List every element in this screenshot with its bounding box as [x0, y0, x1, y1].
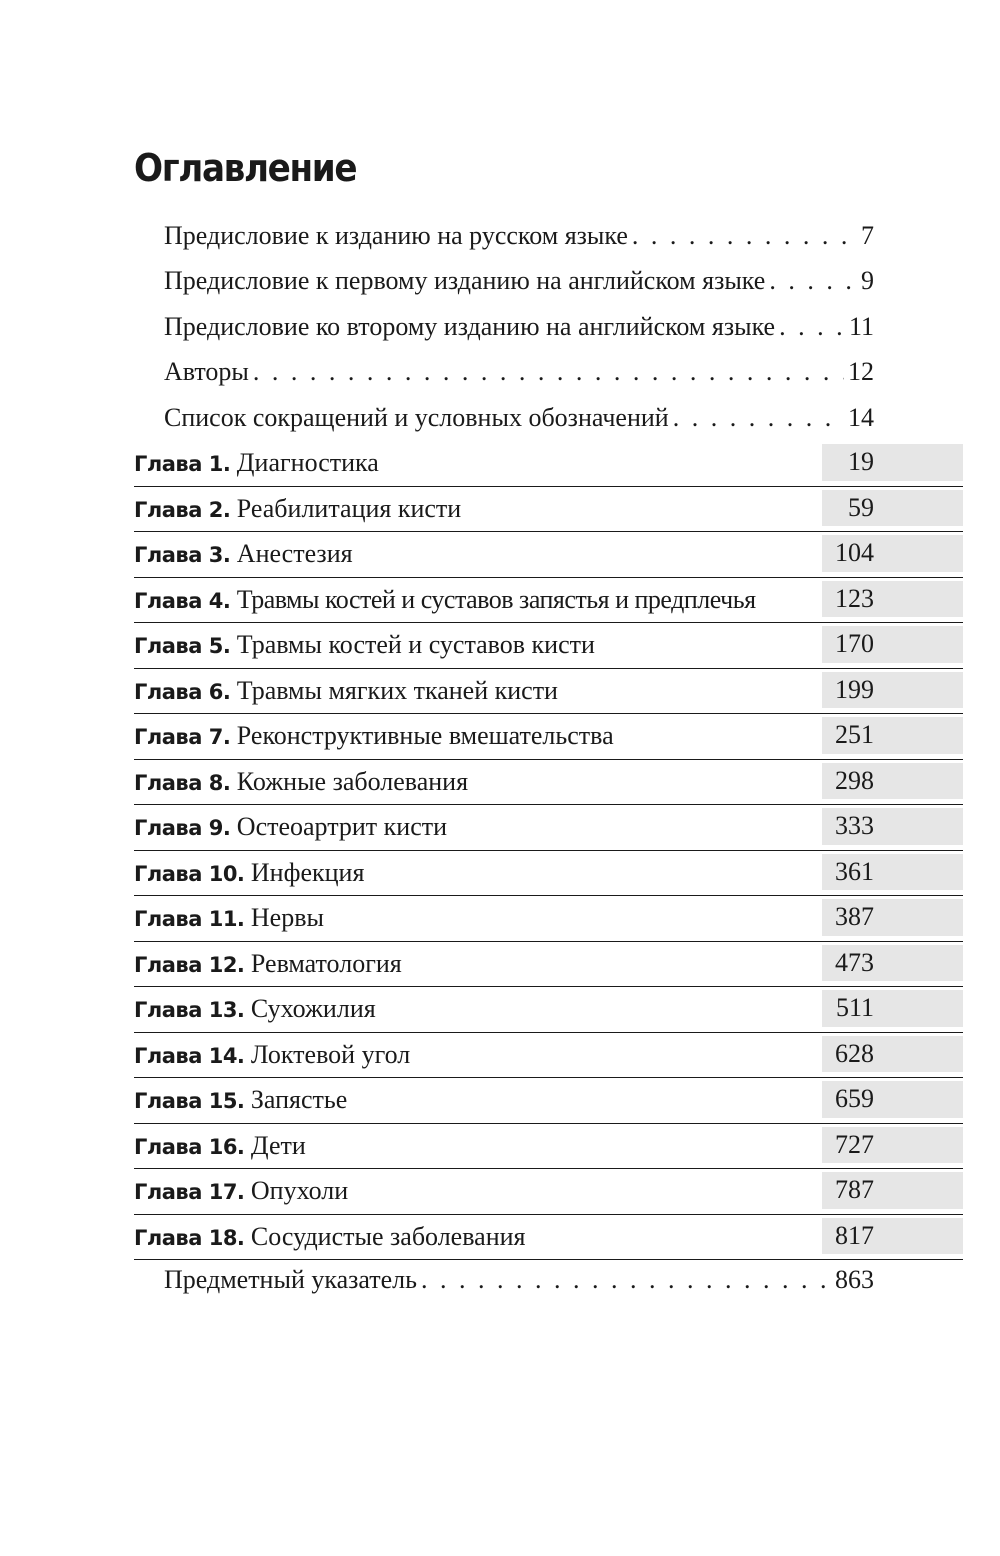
chapter-title: Диагностика	[236, 448, 379, 478]
chapter-title: Ревматология	[250, 948, 402, 978]
chapter-page: 199	[835, 674, 874, 704]
chapter-page-cell	[822, 626, 963, 663]
dot-leader	[421, 1265, 831, 1295]
chapter-page-cell	[822, 490, 963, 527]
page-title: Оглавление	[134, 146, 357, 190]
chapter-page: 333	[835, 811, 874, 841]
chapter-title: Нервы	[250, 903, 324, 933]
chapter-label: Глава 7.	[134, 725, 231, 750]
chapter-label: Глава 5.	[134, 634, 231, 659]
chapter-label: Глава 16.	[134, 1134, 245, 1159]
chapter-title: Сухожилия	[250, 994, 376, 1024]
chapter-page: 361	[835, 856, 874, 886]
chapter-title: Инфекция	[250, 857, 365, 887]
chapter-row-4[interactable]	[134, 578, 963, 624]
chapter-list	[134, 441, 963, 1260]
toc-entry-preface-second-english[interactable]	[164, 304, 874, 350]
chapter-label: Глава 1.	[134, 452, 231, 477]
chapter-title: Запястье	[250, 1085, 348, 1115]
chapter-page-cell	[822, 1172, 963, 1209]
chapter-title: Дети	[250, 1130, 306, 1160]
toc-entry-title: Предисловие ко второму изданию на английском языке	[164, 311, 776, 341]
chapter-row-13[interactable]	[134, 987, 963, 1033]
chapter-title: Травмы костей и суставов запястья и предплечья	[236, 584, 756, 614]
toc-entry-title: Список сокращений и условных обозначений	[164, 402, 669, 432]
chapter-title: Опухоли	[250, 1176, 349, 1206]
chapter-row-1[interactable]	[134, 441, 963, 487]
chapter-page: 817	[835, 1220, 874, 1250]
chapter-page: 659	[835, 1084, 874, 1114]
chapter-page-cell	[822, 535, 963, 572]
dot-leader	[632, 221, 857, 251]
toc-entry-page: 12	[848, 357, 874, 387]
dot-leader	[253, 357, 844, 387]
chapter-label: Глава 14.	[134, 1043, 245, 1068]
chapter-page: 727	[835, 1129, 874, 1159]
chapter-label: Глава 11.	[134, 907, 245, 932]
chapter-page: 251	[835, 720, 874, 750]
chapter-page: 19	[848, 447, 874, 477]
chapter-row-14[interactable]	[134, 1033, 963, 1079]
chapter-label: Глава 9.	[134, 816, 231, 841]
chapter-page-cell	[822, 763, 963, 800]
chapter-row-7[interactable]	[134, 714, 963, 760]
chapter-page: 170	[835, 629, 874, 659]
chapter-page-cell	[822, 854, 963, 891]
chapter-label: Глава 15.	[134, 1089, 245, 1114]
chapter-row-9[interactable]	[134, 805, 963, 851]
chapter-label: Глава 2.	[134, 497, 231, 522]
chapter-page-cell	[822, 899, 963, 936]
chapter-page-cell	[822, 1127, 963, 1164]
chapter-page-cell	[822, 672, 963, 709]
chapter-page: 387	[835, 902, 874, 932]
chapter-title: Кожные заболевания	[236, 766, 469, 796]
chapter-title: Сосудистые заболевания	[250, 1221, 526, 1251]
chapter-row-11[interactable]	[134, 896, 963, 942]
chapter-page-cell	[822, 990, 963, 1027]
chapter-page: 787	[835, 1175, 874, 1205]
chapter-title: Травмы мягких тканей кисти	[236, 675, 558, 705]
toc-entry-page: 11	[848, 311, 874, 341]
chapter-page: 123	[835, 583, 874, 613]
chapter-label: Глава 12.	[134, 952, 245, 977]
toc-entry-title: Предметный указатель	[164, 1264, 418, 1294]
toc-entry-authors[interactable]	[164, 350, 874, 396]
toc-entry-page: 7	[861, 220, 874, 250]
chapter-row-3[interactable]	[134, 532, 963, 578]
chapter-label: Глава 17.	[134, 1180, 245, 1205]
toc-entry-subject-index[interactable]	[164, 1257, 874, 1303]
chapter-title: Локтевой угол	[250, 1039, 411, 1069]
chapter-title: Остеоартрит кисти	[236, 812, 448, 842]
chapter-label: Глава 8.	[134, 770, 231, 795]
toc-entry-page: 14	[848, 402, 874, 432]
toc-entry-abbreviations[interactable]	[164, 395, 874, 441]
toc-entry-page: 863	[835, 1264, 874, 1294]
chapter-label: Глава 3.	[134, 543, 231, 568]
dot-leader	[673, 403, 844, 433]
chapter-page-cell	[822, 717, 963, 754]
chapter-label: Глава 10.	[134, 861, 245, 886]
chapter-page-cell	[822, 444, 963, 481]
chapter-page-cell	[822, 1081, 963, 1118]
toc-entry-title: Предисловие к первому изданию на английском языке	[164, 266, 766, 296]
chapter-page: 298	[835, 765, 874, 795]
chapter-label: Глава 13.	[134, 998, 245, 1023]
chapter-page: 59	[848, 492, 874, 522]
chapter-row-10[interactable]	[134, 851, 963, 897]
toc-entry-preface-russian[interactable]	[164, 213, 874, 259]
chapter-page-cell	[822, 945, 963, 982]
chapter-row-12[interactable]	[134, 942, 963, 988]
chapter-label: Глава 6.	[134, 679, 231, 704]
chapter-row-15[interactable]	[134, 1078, 963, 1124]
toc-entry-preface-first-english[interactable]	[164, 259, 874, 305]
chapter-title: Анестезия	[236, 539, 353, 569]
chapter-page-cell	[822, 1218, 963, 1255]
chapter-row-5[interactable]	[134, 623, 963, 669]
chapter-page: 511	[835, 993, 874, 1023]
back-matter-list	[164, 1257, 874, 1303]
dot-leader	[779, 312, 845, 342]
chapter-title: Реабилитация кисти	[236, 493, 462, 523]
toc-entry-title: Авторы	[164, 357, 249, 387]
chapter-row-17[interactable]	[134, 1169, 963, 1215]
chapter-page-cell	[822, 1036, 963, 1073]
chapter-page: 104	[835, 538, 874, 568]
toc-entry-page: 9	[861, 266, 874, 296]
chapter-row-8[interactable]	[134, 760, 963, 806]
chapter-title: Реконструктивные вмешательства	[236, 721, 614, 751]
dot-leader	[769, 266, 857, 296]
chapter-page: 473	[835, 947, 874, 977]
chapter-row-16[interactable]	[134, 1124, 963, 1170]
chapter-title: Травмы костей и суставов кисти	[236, 630, 595, 660]
toc-entry-title: Предисловие к изданию на русском языке	[164, 220, 628, 250]
chapter-row-18[interactable]	[134, 1215, 963, 1261]
chapter-page-cell	[822, 581, 963, 618]
chapter-row-6[interactable]	[134, 669, 963, 715]
chapter-label: Глава 18.	[134, 1225, 245, 1250]
chapter-page: 628	[835, 1038, 874, 1068]
front-matter-list	[164, 213, 874, 441]
chapter-page-cell	[822, 808, 963, 845]
chapter-row-2[interactable]	[134, 487, 963, 533]
chapter-label: Глава 4.	[134, 588, 231, 613]
